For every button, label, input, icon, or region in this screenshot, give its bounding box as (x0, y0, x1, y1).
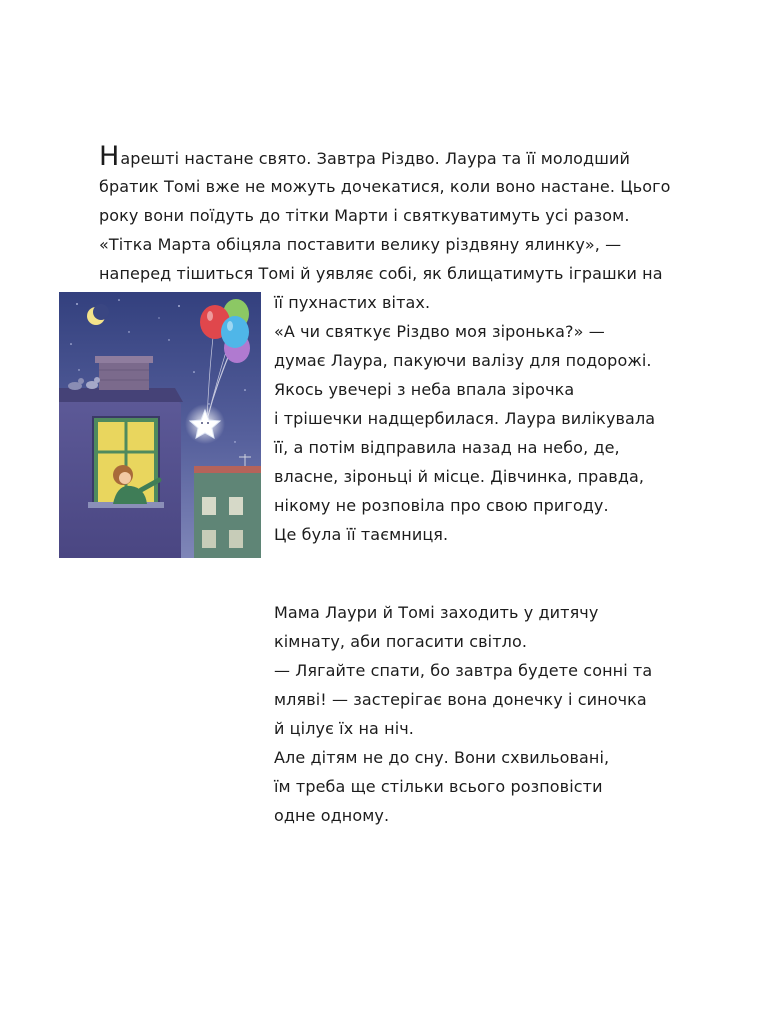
text-line: думає Лаура, пакуючи валізу для подорожі. (274, 351, 652, 370)
background-building (194, 454, 261, 558)
text-line: їм треба ще стільки всього розповісти (274, 777, 603, 796)
text-line: її пухнастих вітах. (274, 293, 431, 312)
story-illustration (59, 292, 261, 558)
text-line: Якось увечері з неба впала зірочка (274, 380, 575, 399)
text-line: наперед тішиться Томі й уявляє собі, як блищатимуть іграшки на (99, 264, 663, 283)
text-line: і трішечки надщербилася. Лаура вилікувала (274, 409, 656, 428)
text-line: «А чи святкує Різдво моя зіронька?» — (274, 322, 605, 341)
text-line: її, а потім відправила назад на небо, де, (274, 438, 620, 457)
text-line: нікому не розповіла про свою пригоду. (274, 496, 609, 515)
text-line: — Лягайте спати, бо завтра будете сонні та (274, 661, 653, 680)
drop-cap: Н (99, 141, 120, 172)
text-line: року вони поїдуть до тітки Марти і святкуватимуть усі разом. (99, 206, 630, 225)
text-line: кімнату, аби погасити світло. (274, 632, 528, 651)
text-line: й цілує їх на ніч. (274, 719, 414, 738)
text-line: братик Томі вже не можуть дочекатися, коли воно настане. Цього (99, 177, 671, 196)
text-line: одне одному. (274, 806, 390, 825)
text-line: «Тітка Марта обіцяла поставити велику різдвяну ялинку», — (99, 235, 622, 254)
text-line: Це була її таємниця. (274, 525, 449, 544)
text-line: Мама Лаури й Томі заходить у дитячу (274, 603, 599, 622)
lit-window (88, 416, 164, 508)
text-line: Але дітям не до сну. Вони схвильовані, (274, 748, 610, 767)
night-window-illustration (59, 292, 261, 558)
text-line: мляві! — застерігає вона донечку і синочка (274, 690, 647, 709)
first-line-text: арешті настане свято. Завтра Різдво. Лаура та її молодший (120, 149, 630, 168)
star-icon (185, 404, 225, 444)
text-line: власне, зіроньці й місце. Дівчинка, правда, (274, 467, 645, 486)
text-line (99, 141, 630, 172)
